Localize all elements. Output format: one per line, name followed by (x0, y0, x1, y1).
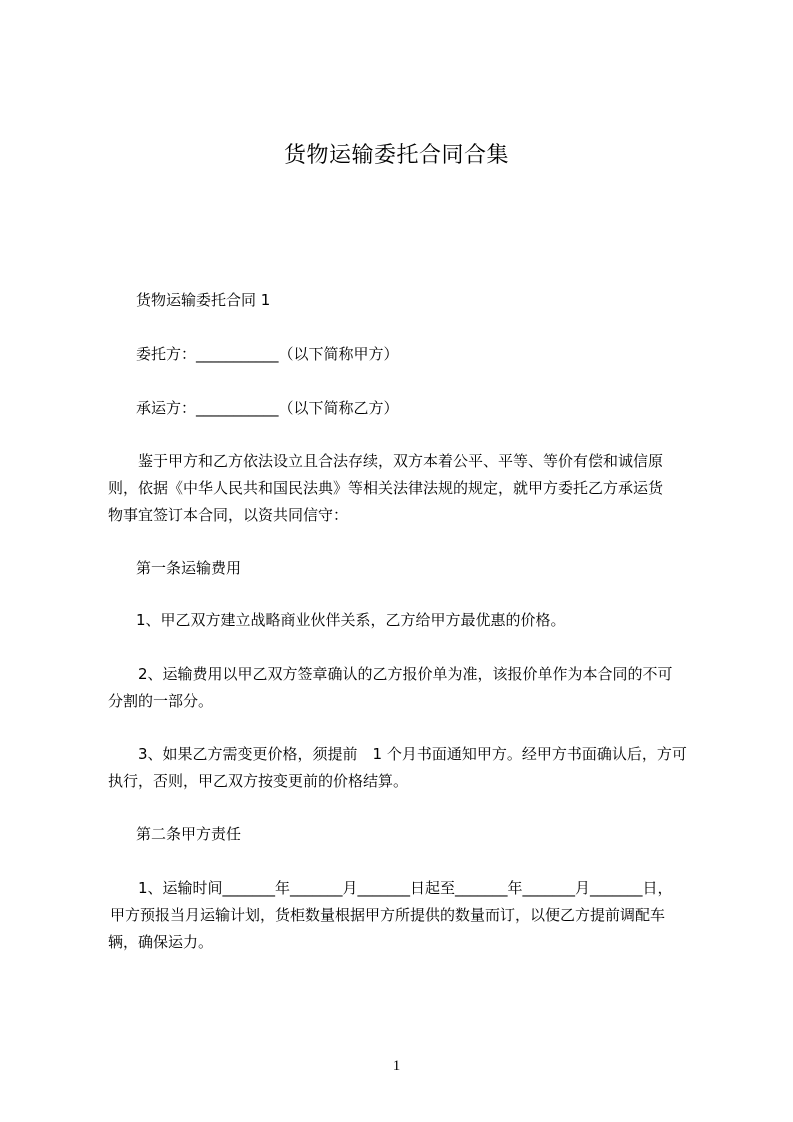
contract-subtitle: 货物运输委托合同 1 (136, 291, 271, 309)
article-2-item-1-line-3: 辆，确保运力。 (108, 933, 214, 951)
article-1-heading: 第一条运输费用 (136, 559, 242, 577)
preamble-line-2: 则，依据《中华人民共和国民法典》等相关法律法规的规定，就甲方委托乙方承运货 (108, 479, 664, 497)
article-1-item-2-line-1: 2、运输费用以甲乙双方签章确认的乙方报价单为准，该报价单作为本合同的不可 (138, 665, 673, 683)
article-1-item-3-line-1: 3、如果乙方需变更价格，须提前 1 个月书面通知甲方。经甲方书面确认后，方可 (138, 745, 687, 763)
client-party-line: 委托方：___________（以下简称甲方） (136, 345, 399, 363)
article-1-item-1: 1、甲乙双方建立战略商业伙伴关系，乙方给甲方最优惠的价格。 (136, 611, 566, 629)
article-1-item-3-line-2: 执行，否则，甲乙双方按变更前的价格结算。 (108, 772, 409, 790)
article-2-item-1-line-2: 甲方预报当月运输计划，货柜数量根据甲方所提供的数量而订，以便乙方提前调配车 (110, 906, 666, 924)
article-2-item-1-line-1: 1、运输时间_______年_______月_______日起至_______年_______月_______日， (138, 879, 673, 897)
preamble-line-1: 鉴于甲方和乙方依法设立且合法存续，双方本着公平、平等、等价有偿和诚信原 (138, 452, 664, 470)
carrier-party-line: 承运方：___________（以下简称乙方） (136, 399, 399, 417)
article-2-heading: 第二条甲方责任 (136, 825, 242, 843)
document-title: 货物运输委托合同合集 (283, 143, 509, 168)
page-number: 1 (392, 1058, 401, 1074)
preamble-line-3: 物事宜签订本合同，以资共同信守： (108, 506, 349, 524)
article-1-item-2-line-2: 分割的一部分。 (108, 692, 214, 710)
